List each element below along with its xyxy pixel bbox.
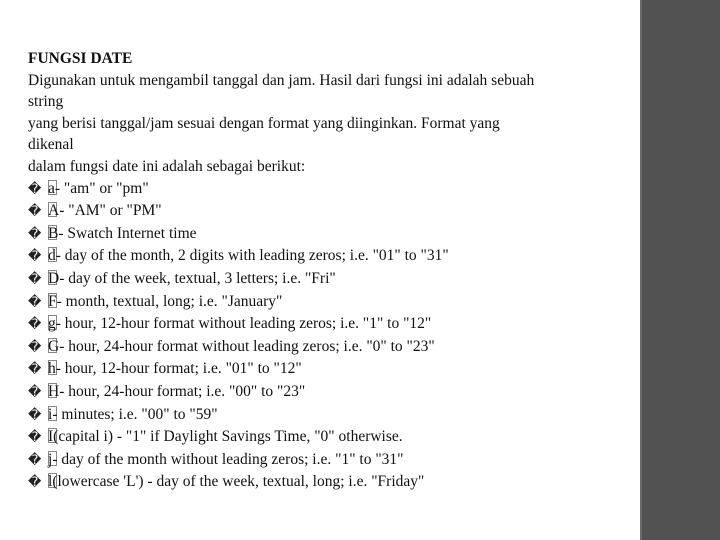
list-item: [28, 313, 628, 336]
format-code: D: [48, 268, 59, 290]
decorative-sidebar: [642, 0, 720, 540]
format-list: [28, 178, 628, 494]
format-description: - month, textual, long; i.e. "January": [56, 292, 283, 310]
format-description: - "AM" or "PM": [59, 202, 162, 220]
bullet-icon: �: [28, 204, 42, 220]
format-description: - hour, 12-hour format; i.e. "01" to "12": [55, 360, 302, 378]
format-code: H: [48, 381, 59, 403]
list-item: [28, 381, 628, 404]
format-code: G: [48, 336, 59, 358]
format-description: - day of the month, 2 digits with leading zeros; i.e. "01" to "31": [55, 247, 449, 265]
list-item: [28, 358, 628, 381]
format-code: B: [48, 223, 58, 245]
bullet-icon: �: [28, 249, 42, 265]
intro-line: dalam fungsi date ini adalah sebagai berikut:: [28, 157, 306, 175]
bullet-icon: �: [28, 226, 42, 242]
format-code: F: [48, 291, 57, 313]
intro-line: Digunakan untuk mengambil tanggal dan jam. Hasil dari fungsi ini adalah sebuah: [28, 71, 535, 89]
bullet-icon: �: [28, 339, 42, 355]
format-description: - day of the month without leading zeros; i.e. "1" to "31": [52, 450, 404, 468]
list-item: [28, 268, 628, 291]
list-item: [28, 336, 628, 359]
format-description: - day of the week, textual, 3 letters; i.e. "Fri": [59, 269, 336, 287]
page-title: FUNGSI DATE: [28, 50, 133, 67]
format-description: - hour, 24-hour format; i.e. "00" to "23": [59, 382, 306, 400]
format-code: a: [48, 178, 55, 200]
format-code: g: [48, 313, 56, 335]
bullet-icon: �: [28, 452, 42, 468]
format-description: - "am" or "pm": [54, 179, 149, 197]
format-code: j: [48, 449, 52, 471]
format-description: - minutes; i.e. "00" to "59": [52, 405, 218, 423]
format-description: - hour, 24-hour format without leading zeros; i.e. "0" to "23": [59, 337, 435, 355]
format-description: (lowercase 'L') - day of the week, textual, long; i.e. "Friday": [52, 473, 425, 491]
bullet-icon: �: [28, 317, 42, 333]
format-description: - Swatch Internet time: [58, 224, 197, 242]
format-code: I: [48, 426, 53, 448]
bullet-icon: �: [28, 430, 42, 446]
list-item: [28, 291, 628, 314]
format-code: i: [48, 404, 52, 426]
format-description: - hour, 12-hour format without leading zeros; i.e. "1" to "12": [55, 315, 432, 333]
list-item: [28, 404, 628, 427]
bullet-icon: �: [28, 294, 42, 310]
format-code: d: [48, 245, 56, 267]
format-code: h: [48, 358, 56, 380]
intro-line: yang berisi tanggal/jam sesuai dengan format yang diinginkan. Format yang: [28, 114, 500, 132]
bullet-icon: �: [28, 475, 42, 491]
list-item: [28, 200, 628, 223]
intro-line: string: [28, 93, 64, 111]
slide-content: [28, 48, 628, 494]
bullet-icon: �: [28, 407, 42, 423]
list-item: [28, 471, 628, 494]
bullet-icon: �: [28, 271, 42, 287]
bullet-icon: �: [28, 181, 42, 197]
format-code: A: [48, 200, 59, 222]
bullet-icon: �: [28, 362, 42, 378]
list-item: [28, 223, 628, 246]
format-description: (capital i) - "1" if Daylight Savings Time, "0" otherwise.: [53, 428, 403, 446]
intro-line: dikenal: [28, 136, 74, 154]
list-item: [28, 178, 628, 201]
list-item: [28, 426, 628, 449]
list-item: [28, 449, 628, 472]
format-code: l: [48, 471, 52, 493]
list-item: [28, 245, 628, 268]
bullet-icon: �: [28, 384, 42, 400]
